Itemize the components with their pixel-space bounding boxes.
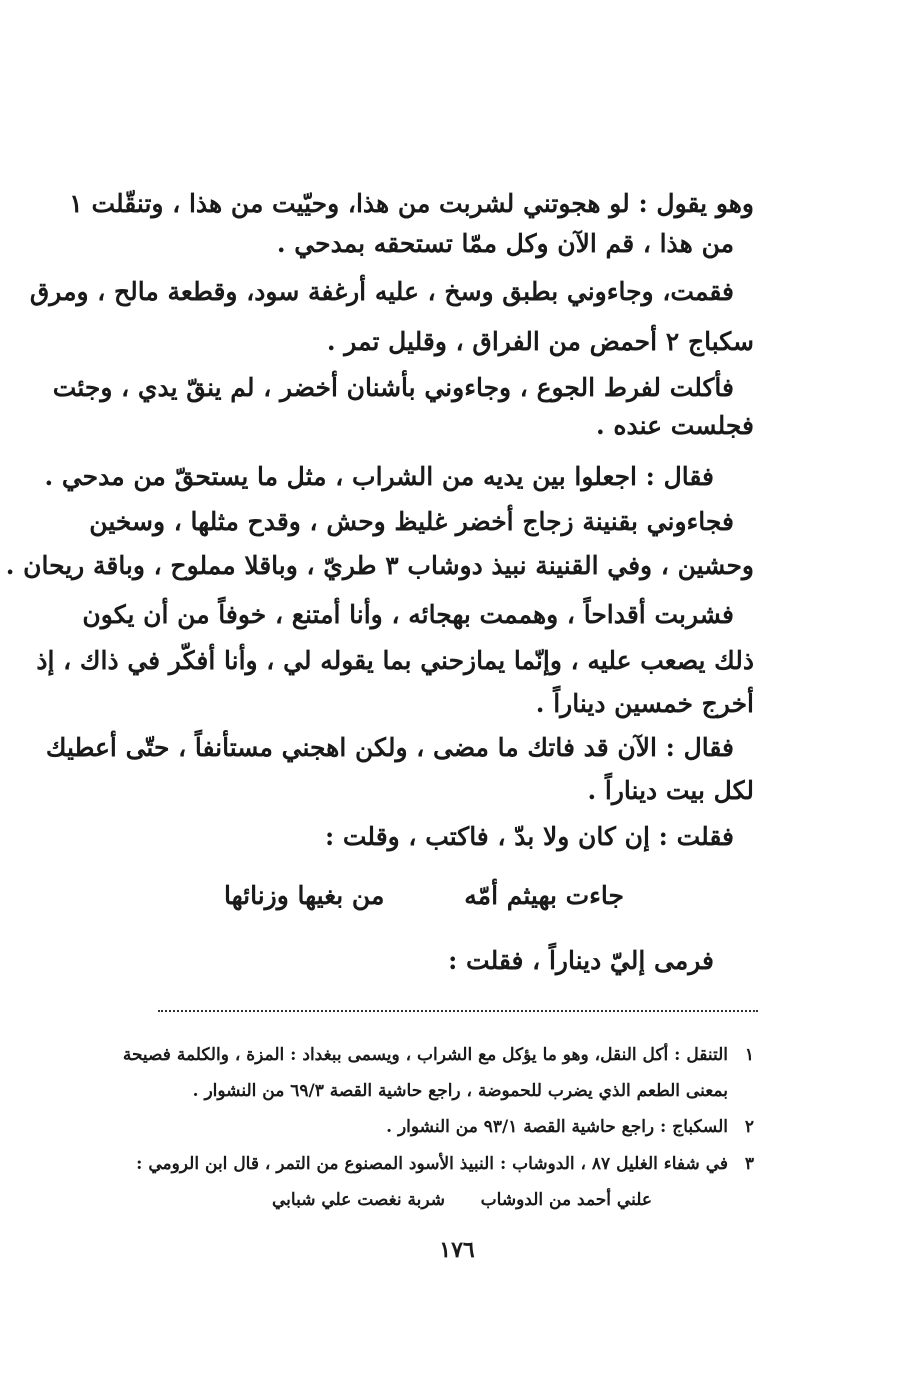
- body-line-5: فأكلت لفرط الجوع ، وجاءوني بأشنان أخضر ، لم ينقّ يدي ، وجئت: [52, 373, 734, 402]
- verse-right-hemistich: جاءت بهيثم أمّه: [464, 881, 624, 910]
- footnote-number: ٣: [744, 1154, 754, 1174]
- footnote-1-line-1: [122, 1040, 754, 1070]
- footnote-number: ١: [744, 1045, 754, 1065]
- footnote-3: [136, 1149, 754, 1179]
- body-line-10: فشربت أقداحاً ، وهممت بهجائه ، وأنا أمتنع ، خوفاً من أن يكون: [82, 600, 734, 629]
- footnote-text: في شفاء الغليل ٨٧ ، الدوشاب : النبيذ الأسود المصنوع من التمر ، قال ابن الرومي :: [136, 1154, 728, 1174]
- body-line-3: فقمت، وجاءوني بطبق وسخ ، عليه أرغفة سود، وقطعة مالح ، ومرق: [29, 277, 734, 306]
- body-line-7: فقال : اجعلوا بين يديه من الشراب ، مثل ما يستحقّ من مدحي .: [44, 462, 714, 491]
- footnote-text: التنقل : أكل النقل، وهو ما يؤكل مع الشراب ، ويسمى ببغداد : المزة ، والكلمة فصيحة: [122, 1045, 728, 1065]
- page-number: ١٧٦: [439, 1237, 475, 1263]
- body-line-after-verse: فرمى إليّ ديناراً ، فقلت :: [448, 946, 714, 975]
- body-line-1: وهو يقول : لو هجوتني لشربت من هذا، وحيّيت من هذا ، وتنقّلت ١: [69, 189, 754, 218]
- body-line-15: فقلت : إن كان ولا بدّ ، فاكتب ، وقلت :: [324, 822, 734, 851]
- verse-left-hemistich: من بغيها وزنائها: [224, 881, 385, 910]
- footnote-1-line-2: بمعنى الطعم الذي يضرب للحموضة ، راجع حاشية القصة ٦٩/٣ من النشوار .: [192, 1081, 728, 1101]
- body-line-4: سكباج ٢ أحمض من الفراق ، وقليل تمر .: [326, 327, 754, 356]
- footnote-verse-right: علني أحمد من الدوشاب: [480, 1190, 652, 1210]
- body-line-12: أخرج خمسين ديناراً .: [535, 689, 754, 718]
- body-line-14: لكل بيت ديناراً .: [587, 776, 754, 805]
- body-line-6: فجلست عنده .: [595, 411, 754, 440]
- body-line-2: من هذا ، قم الآن وكل ممّا تستحقه بمدحي .: [276, 229, 734, 258]
- body-line-9: وحشين ، وفي القنينة نبيذ دوشاب ٣ طريّ ، وباقلا مملوح ، وباقة ريحان .: [5, 551, 754, 580]
- footnote-verse: [272, 1185, 652, 1215]
- body-line-8: فجاءوني بقنينة زجاج أخضر غليظ وحش ، وقدح مثلها ، وسخين: [89, 507, 734, 536]
- footnote-number: ٢: [744, 1117, 754, 1137]
- footnote-text: السكباج : راجع حاشية القصة ٩٣/١ من النشوار .: [386, 1117, 728, 1137]
- footnote-divider: [158, 1010, 758, 1012]
- footnote-2: [160, 1112, 754, 1142]
- verse: [224, 875, 624, 917]
- body-line-13: فقال : الآن قد فاتك ما مضى ، ولكن اهجني مستأنفاً ، حتّى أعطيك: [45, 733, 734, 762]
- footnote-verse-left: شربة نغصت علي شبابي: [272, 1190, 445, 1210]
- body-line-11: ذلك يصعب عليه ، وإنّما يمازحني بما يقوله لي ، وأنا أفكّر في ذاك ، إذ: [36, 646, 754, 675]
